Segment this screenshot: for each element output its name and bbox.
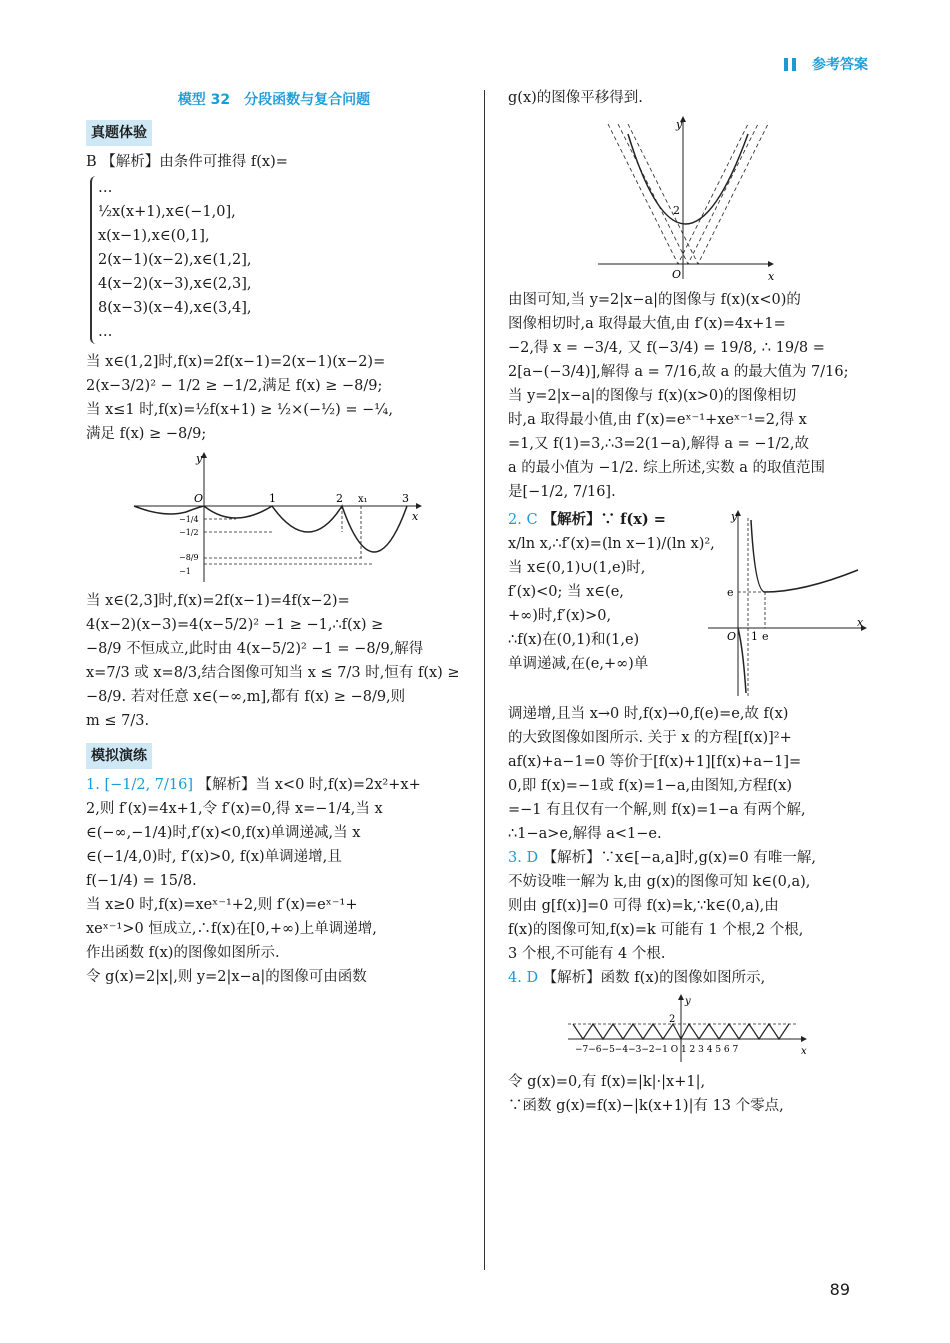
text-line: 的大致图像如图所示. 关于 x 的方程[f(x)]²+ xyxy=(508,730,792,746)
text-line: 满足 f(x) ≥ −8/9; xyxy=(86,426,207,442)
text-line: 不妨设唯一解为 k,由 g(x)的图像可知 k∈(0,a), xyxy=(508,874,811,890)
case-line: x(x−1),x∈(0,1], xyxy=(98,228,210,244)
answer-choice: 2. C xyxy=(508,512,538,528)
problem-1-head xyxy=(86,773,462,797)
text-line: a 的最小值为 −1/2. 综上所述,实数 a 的取值范围 xyxy=(508,460,826,476)
graph-label: 1 xyxy=(751,630,758,643)
problem-3-head xyxy=(508,846,868,870)
problem-2 xyxy=(508,508,868,846)
graph-label: O xyxy=(194,492,204,505)
graph-abs-shift xyxy=(588,114,788,284)
graph-label: y xyxy=(685,996,691,1007)
graph-label: e xyxy=(762,630,769,643)
graph-label: −7−6−5−4−3−2−1 O 1 2 3 4 5 6 7 xyxy=(575,1045,739,1055)
text-line: 当 x∈(1,2]时,f(x)=2f(x−1)=2(x−1)(x−2)= xyxy=(86,354,386,370)
text-span: 【解析】∵ f(x) = xyxy=(537,511,666,528)
text-line: ∈(−∞,−1/4)时,f′(x)<0,f(x)单调递减,当 x xyxy=(86,825,361,841)
graph-piecewise xyxy=(124,450,424,585)
graph-label: 1 xyxy=(269,492,276,505)
graph-periodic xyxy=(563,994,813,1066)
text-line: af(x)+a−1=0 等价于[f(x)+1][f(x)+a−1]= xyxy=(508,754,802,770)
text-line: 4(x−2)(x−3)=4(x−5/2)² −1 ≥ −1,∴f(x) ≥ xyxy=(86,617,384,633)
text-line: 0,即 f(x)=−1或 f(x)=1−a,由图知,方程f(x) xyxy=(508,778,793,794)
text-line: 由图可知,当 y=2|x−a|的图像与 f(x)(x<0)的 xyxy=(508,292,801,308)
text-line: 3 个根,不可能有 4 个根. xyxy=(508,946,666,962)
text-line: f(−1/4) = 15/8. xyxy=(86,873,197,889)
piecewise-cases xyxy=(90,176,462,344)
answer-choice: 3. D xyxy=(508,850,539,866)
graph-label: 3 xyxy=(402,492,409,505)
answer-choice: 1. [−1/2, 7/16] xyxy=(86,777,194,793)
text-line: +∞)时,f′(x)>0, xyxy=(508,608,612,624)
text-line: m ≤ 7/3. xyxy=(86,713,150,729)
text-line: −8/9 不恒成立,此时由 4(x−5/2)² −1 = −8/9,解得 xyxy=(86,641,424,657)
model-title: 模型 32 分段函数与复合问题 xyxy=(177,92,371,108)
section-tag-real: 真题体验 xyxy=(86,120,152,146)
text-line: g(x)的图像平移得到. xyxy=(508,90,643,106)
graph-label: x xyxy=(801,1046,807,1057)
problem-4-head xyxy=(508,966,868,990)
case-line: 2(x−1)(x−2),x∈(1,2], xyxy=(98,252,252,268)
graph-label: x xyxy=(412,510,419,523)
case-line: 8(x−3)(x−4),x∈(3,4], xyxy=(98,300,252,316)
graph-label: 2 xyxy=(673,204,680,217)
text-line: −8/9. 若对任意 x∈(−∞,m],都有 f(x) ≥ −8/9,则 xyxy=(86,689,406,705)
answer-line: B 【解析】由条件可推得 f(x)= xyxy=(86,154,288,170)
text-line: 当 x∈(0,1)∪(1,e)时, xyxy=(508,560,646,576)
page-number: 89 xyxy=(829,1280,850,1299)
right-column xyxy=(508,86,868,1118)
text-span: 【解析】当 x<0 时,f(x)=2x²+x+ xyxy=(193,777,421,793)
graph-label: −1 xyxy=(179,567,191,576)
text-line: f(x)的图像可知,f(x)=k 可能有 1 个根,2 个根, xyxy=(508,922,804,938)
text-line: 时,a 取得最小值,由 f′(x)=eˣ⁻¹+xeˣ⁻¹=2,得 x xyxy=(508,412,807,428)
graph-label: e xyxy=(727,586,734,599)
text-line: 令 g(x)=2|x|,则 y=2|x−a|的图像可由函数 xyxy=(86,969,367,985)
text-line: 当 x≥0 时,f(x)=xeˣ⁻¹+2,则 f′(x)=eˣ⁻¹+ xyxy=(86,897,358,913)
text-span: 【解析】∵x∈[−a,a]时,g(x)=0 有唯一解, xyxy=(538,850,816,866)
text-span: 【解析】函数 f(x)的图像如图所示, xyxy=(538,970,766,986)
text-line: 2,则 f′(x)=4x+1,令 f′(x)=0,得 x=−1/4,当 x xyxy=(86,801,383,817)
text-line: 作出函数 f(x)的图像如图所示. xyxy=(86,945,280,961)
graph-label: −1/2 xyxy=(179,528,199,537)
text-line: −2,得 x = −3/4, 又 f(−3/4) = 19/8, ∴ 19/8 = xyxy=(508,340,825,356)
section-tag-practice: 模拟演练 xyxy=(86,743,152,769)
text-line: 令 g(x)=0,有 f(x)=|k|·|x+1|, xyxy=(508,1074,706,1090)
text-line: ∴f(x)在(0,1)和(1,e) xyxy=(508,632,640,648)
graph-label: y xyxy=(676,118,683,131)
text-line: 图像相切时,a 取得最大值,由 f′(x)=4x+1= xyxy=(508,316,786,332)
column-divider xyxy=(484,90,485,1270)
left-column xyxy=(86,86,462,989)
text-line: =1,又 f(1)=3,∴3=2(1−a),解得 a = −1/2,故 xyxy=(508,436,809,452)
text-line: 单调递减,在(e,+∞)单 xyxy=(508,656,649,672)
text-line: ∈(−1/4,0)时, f′(x)>0, f(x)单调递增,且 xyxy=(86,849,342,865)
text-line: xeˣ⁻¹>0 恒成立,∴f(x)在[0,+∞)上单调递增, xyxy=(86,921,377,937)
text-line: 调递增,且当 x→0 时,f(x)→0,f(e)=e,故 f(x) xyxy=(508,706,789,722)
text-line: 当 x∈(2,3]时,f(x)=2f(x−1)=4f(x−2)= xyxy=(86,593,350,609)
graph-label: y xyxy=(196,452,203,465)
header-bars xyxy=(784,56,800,75)
graph-label: x xyxy=(768,270,775,283)
graph-label: 2 xyxy=(669,1014,676,1025)
graph-label: −1/4 xyxy=(179,515,199,524)
text-line: x/ln x,∴f′(x)=(ln x−1)/(ln x)², xyxy=(508,536,715,552)
text-line: 2[a−(−3/4)],解得 a = 7/16,故 a 的最大值为 7/16; xyxy=(508,364,849,380)
graph-label: x₁ xyxy=(358,494,368,505)
answer-choice: 4. D xyxy=(508,970,539,986)
text-line: x=7/3 或 x=8/3,结合图像可知当 x ≤ 7/3 时,恒有 f(x) ≥ xyxy=(86,665,460,681)
case-line: … xyxy=(98,180,113,196)
text-line: f′(x)<0; 当 x∈(e, xyxy=(508,584,624,600)
text-line: ∴1−a>e,解得 a<1−e. xyxy=(508,826,662,842)
graph-x-over-lnx xyxy=(703,508,868,698)
text-line: 当 x≤1 时,f(x)=½f(x+1) ≥ ½×(−½) = −¼, xyxy=(86,402,393,418)
case-line: ½x(x+1),x∈(−1,0], xyxy=(98,204,236,220)
graph-label: O xyxy=(727,630,737,643)
text-line: =−1 有且仅有一个解,则 f(x)=1−a 有两个解, xyxy=(508,802,806,818)
graph-label: x xyxy=(857,616,864,629)
graph-label: y xyxy=(731,510,738,523)
text-line: 则由 g[f(x)]=0 可得 f(x)=k,∵k∈(0,a),由 xyxy=(508,898,779,914)
text-line: 2(x−3/2)² − 1/2 ≥ −1/2,满足 f(x) ≥ −8/9; xyxy=(86,378,383,394)
case-line: 4(x−2)(x−3),x∈(2,3], xyxy=(98,276,252,292)
text-line: 是[−1/2, 7/16]. xyxy=(508,484,616,500)
graph-label: 2 xyxy=(336,492,343,505)
header-tag: 参考答案 xyxy=(812,57,868,73)
graph-label: O xyxy=(672,268,682,281)
text-line: ∵函数 g(x)=f(x)−|k(x+1)|有 13 个零点, xyxy=(508,1098,784,1114)
graph-label: −8/9 xyxy=(179,553,199,562)
text-line: 当 y=2|x−a|的图像与 f(x)(x>0)的图像相切 xyxy=(508,388,797,404)
case-line: … xyxy=(98,324,113,340)
